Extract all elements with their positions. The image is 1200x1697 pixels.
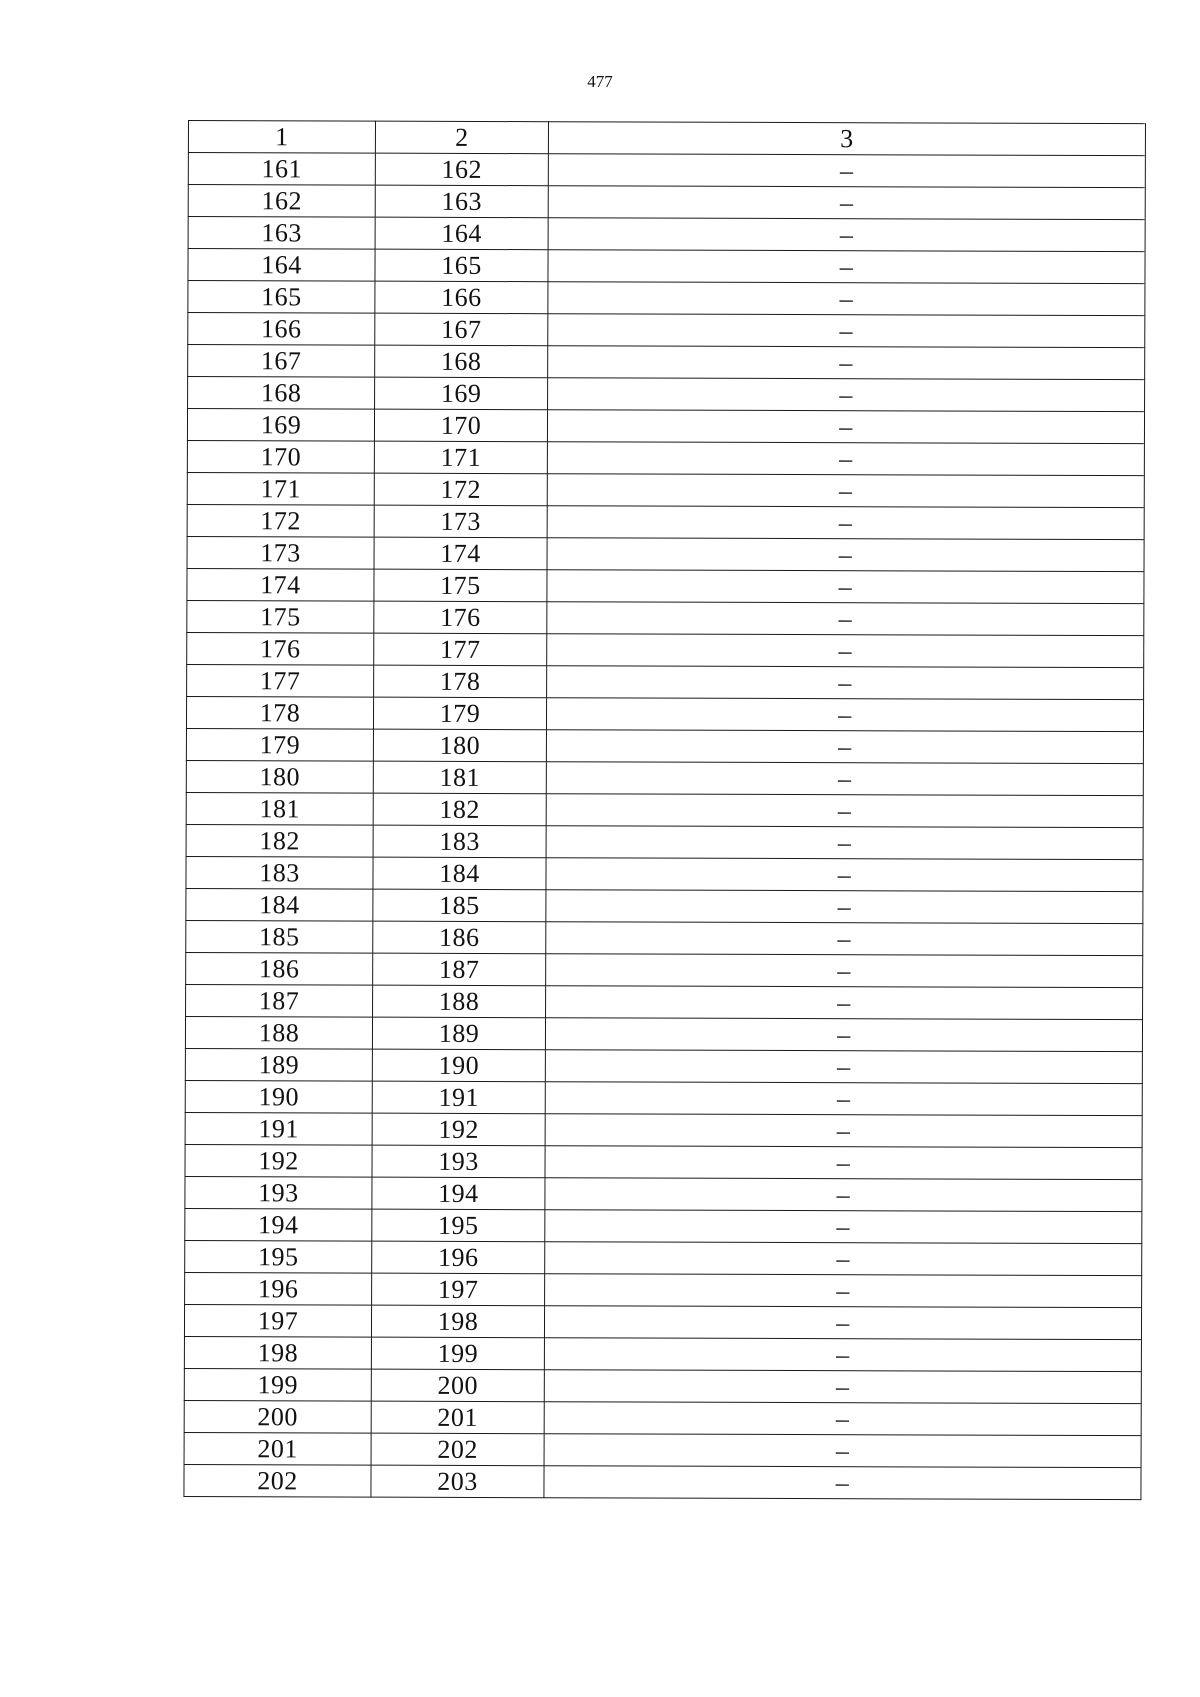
table-cell-col-3: – — [546, 698, 1143, 732]
table-cell-col-2: 190 — [372, 1049, 545, 1082]
table-cell-col-2: 182 — [373, 793, 546, 826]
table-cell-col-3: – — [544, 1306, 1141, 1340]
table-cell-col-1: 176 — [187, 632, 374, 665]
table-cell-col-1: 163 — [188, 217, 375, 250]
table-cell-col-1: 199 — [184, 1368, 371, 1401]
table-cell-col-3: – — [545, 1242, 1142, 1276]
table-row — [187, 664, 1144, 699]
table-cell-col-1: 202 — [184, 1464, 371, 1497]
table-row — [186, 856, 1143, 891]
table-row — [185, 1240, 1142, 1275]
data-table-container — [183, 120, 1145, 1500]
table-cell-col-2: 180 — [373, 729, 546, 762]
table-cell-col-1: 194 — [185, 1208, 372, 1241]
table-cell-col-3: – — [544, 1370, 1141, 1404]
table-cell-col-2: 199 — [371, 1337, 544, 1370]
table-cell-col-3: – — [547, 410, 1144, 444]
table-cell-col-2: 183 — [373, 825, 546, 858]
table-cell-col-3: – — [544, 1402, 1141, 1436]
table-row — [186, 952, 1143, 987]
table-body — [184, 153, 1145, 1500]
column-header-3: 3 — [548, 122, 1145, 156]
table-row — [186, 728, 1143, 763]
table-row — [185, 1176, 1142, 1211]
table-cell-col-1: 171 — [187, 472, 374, 505]
table-cell-col-1: 174 — [187, 568, 374, 601]
table-cell-col-3: – — [545, 1082, 1142, 1116]
table-cell-col-2: 187 — [373, 953, 546, 986]
table-cell-col-3: – — [547, 602, 1144, 636]
table-cell-col-1: 180 — [186, 760, 373, 793]
table-cell-col-2: 174 — [374, 537, 547, 570]
table-cell-col-2: 172 — [374, 473, 547, 506]
table-row — [184, 1464, 1141, 1499]
table-cell-col-2: 171 — [374, 441, 547, 474]
table-cell-col-1: 161 — [188, 153, 375, 186]
table-cell-col-2: 169 — [375, 377, 548, 410]
table-cell-col-3: – — [545, 1178, 1142, 1212]
table-cell-col-2: 200 — [371, 1369, 544, 1402]
table-cell-col-3: – — [546, 762, 1143, 796]
table-cell-col-1: 167 — [188, 345, 375, 378]
data-table — [183, 120, 1146, 1500]
table-cell-col-2: 162 — [375, 153, 548, 186]
table-cell-col-1: 197 — [184, 1304, 371, 1337]
table-row — [187, 536, 1144, 571]
table-cell-col-3: – — [546, 794, 1143, 828]
table-cell-col-2: 175 — [374, 569, 547, 602]
table-cell-col-1: 189 — [185, 1048, 372, 1081]
table-cell-col-2: 181 — [373, 761, 546, 794]
table-cell-col-1: 182 — [186, 824, 373, 857]
table-row — [188, 153, 1145, 188]
table-row — [186, 696, 1143, 731]
table-cell-col-1: 162 — [188, 185, 375, 218]
table-cell-col-2: 177 — [374, 633, 547, 666]
table-cell-col-1: 190 — [185, 1080, 372, 1113]
table-cell-col-3: – — [545, 1050, 1142, 1084]
table-row — [186, 920, 1143, 955]
table-cell-col-3: – — [546, 858, 1143, 892]
table-cell-col-1: 193 — [185, 1176, 372, 1209]
table-cell-col-3: – — [546, 890, 1143, 924]
table-row — [184, 1400, 1141, 1435]
table-cell-col-1: 173 — [187, 536, 374, 569]
table-cell-col-3: – — [548, 186, 1145, 220]
table-row — [185, 1272, 1142, 1307]
table-cell-col-1: 175 — [187, 600, 374, 633]
table-row — [185, 1080, 1142, 1115]
table-cell-col-2: 163 — [375, 185, 548, 218]
table-cell-col-3: – — [546, 922, 1143, 956]
table-row — [187, 472, 1144, 507]
table-cell-col-1: 186 — [186, 952, 373, 985]
table-cell-col-2: 195 — [372, 1209, 545, 1242]
table-cell-col-3: – — [548, 314, 1145, 348]
table-cell-col-3: – — [548, 282, 1145, 316]
table-row — [184, 1432, 1141, 1467]
table-cell-col-3: – — [547, 538, 1144, 572]
table-cell-col-1: 188 — [185, 1016, 372, 1049]
table-cell-col-3: – — [546, 954, 1143, 988]
table-cell-col-2: 198 — [371, 1305, 544, 1338]
table-cell-col-2: 197 — [372, 1273, 545, 1306]
table-cell-col-2: 202 — [371, 1433, 544, 1466]
table-row — [185, 1112, 1142, 1147]
table-header-row — [188, 121, 1145, 156]
table-cell-col-2: 201 — [371, 1401, 544, 1434]
table-cell-col-1: 201 — [184, 1432, 371, 1465]
table-cell-col-3: – — [544, 1466, 1141, 1500]
table-cell-col-2: 166 — [375, 281, 548, 314]
table-cell-col-2: 196 — [372, 1241, 545, 1274]
table-cell-col-1: 185 — [186, 920, 373, 953]
table-row — [187, 409, 1144, 444]
table-cell-col-2: 170 — [374, 409, 547, 442]
table-cell-col-3: – — [548, 250, 1145, 284]
table-row — [188, 249, 1145, 284]
table-cell-col-2: 178 — [374, 665, 547, 698]
table-row — [185, 1208, 1142, 1243]
table-cell-col-2: 164 — [375, 217, 548, 250]
table-cell-col-2: 165 — [375, 249, 548, 282]
table-row — [187, 568, 1144, 603]
table-row — [188, 313, 1145, 348]
table-row — [186, 792, 1143, 827]
table-cell-col-1: 169 — [187, 409, 374, 442]
table-cell-col-2: 191 — [372, 1081, 545, 1114]
table-cell-col-2: 203 — [371, 1465, 544, 1498]
table-cell-col-1: 178 — [186, 696, 373, 729]
table-row — [185, 1048, 1142, 1083]
table-cell-col-3: – — [546, 826, 1143, 860]
table-cell-col-3: – — [545, 1018, 1142, 1052]
table-cell-col-3: – — [544, 1338, 1141, 1372]
table-cell-col-3: – — [548, 154, 1145, 188]
table-cell-col-3: – — [547, 634, 1144, 668]
table-cell-col-1: 168 — [188, 377, 375, 410]
table-cell-col-2: 186 — [373, 921, 546, 954]
table-cell-col-2: 167 — [375, 313, 548, 346]
table-cell-col-3: – — [547, 506, 1144, 540]
table-row — [184, 1368, 1141, 1403]
table-cell-col-3: – — [547, 442, 1144, 476]
table-row — [187, 504, 1144, 539]
table-cell-col-3: – — [548, 346, 1145, 380]
table-cell-col-1: 165 — [188, 281, 375, 314]
table-cell-col-2: 176 — [374, 601, 547, 634]
table-cell-col-3: – — [546, 730, 1143, 764]
table-row — [184, 1304, 1141, 1339]
table-cell-col-3: – — [544, 1434, 1141, 1468]
table-cell-col-2: 179 — [373, 697, 546, 730]
table-cell-col-1: 184 — [186, 888, 373, 921]
table-cell-col-1: 187 — [186, 984, 373, 1017]
page-number: 477 — [587, 72, 613, 91]
table-cell-col-2: 193 — [372, 1145, 545, 1178]
table-cell-col-1: 164 — [188, 249, 375, 282]
table-cell-col-1: 191 — [185, 1112, 372, 1145]
column-header-2: 2 — [375, 121, 548, 154]
table-row — [186, 984, 1143, 1019]
table-cell-col-3: – — [547, 666, 1144, 700]
table-cell-col-1: 183 — [186, 856, 373, 889]
table-row — [188, 217, 1145, 252]
table-row — [185, 1016, 1142, 1051]
table-cell-col-1: 200 — [184, 1400, 371, 1433]
table-cell-col-1: 177 — [187, 664, 374, 697]
table-cell-col-2: 168 — [375, 345, 548, 378]
table-row — [187, 600, 1144, 635]
table-cell-col-3: – — [545, 1210, 1142, 1244]
table-cell-col-2: 185 — [373, 889, 546, 922]
table-row — [186, 888, 1143, 923]
table-cell-col-3: – — [546, 986, 1143, 1020]
table-cell-col-1: 192 — [185, 1144, 372, 1177]
table-cell-col-3: – — [545, 1114, 1142, 1148]
table-cell-col-2: 189 — [372, 1017, 545, 1050]
table-cell-col-2: 192 — [372, 1113, 545, 1146]
table-row — [184, 1336, 1141, 1371]
table-cell-col-1: 172 — [187, 504, 374, 537]
table-cell-col-2: 188 — [373, 985, 546, 1018]
table-row — [185, 1144, 1142, 1179]
column-header-1: 1 — [188, 121, 375, 154]
table-cell-col-1: 181 — [186, 792, 373, 825]
table-cell-col-3: – — [545, 1146, 1142, 1180]
table-row — [186, 824, 1143, 859]
table-row — [187, 632, 1144, 667]
table-cell-col-1: 198 — [184, 1336, 371, 1369]
table-row — [186, 760, 1143, 795]
table-row — [187, 440, 1144, 475]
table-cell-col-1: 166 — [188, 313, 375, 346]
table-cell-col-1: 195 — [185, 1240, 372, 1273]
table-cell-col-2: 173 — [374, 505, 547, 538]
table-row — [188, 345, 1145, 380]
table-cell-col-1: 170 — [187, 440, 374, 473]
table-cell-col-1: 196 — [185, 1272, 372, 1305]
table-cell-col-3: – — [548, 378, 1145, 412]
table-cell-col-3: – — [545, 1274, 1142, 1308]
table-row — [188, 185, 1145, 220]
table-cell-col-1: 179 — [186, 728, 373, 761]
table-cell-col-2: 184 — [373, 857, 546, 890]
table-row — [188, 281, 1145, 316]
table-cell-col-3: – — [547, 474, 1144, 508]
table-cell-col-2: 194 — [372, 1177, 545, 1210]
table-cell-col-3: – — [547, 570, 1144, 604]
table-row — [188, 377, 1145, 412]
table-cell-col-3: – — [548, 218, 1145, 252]
